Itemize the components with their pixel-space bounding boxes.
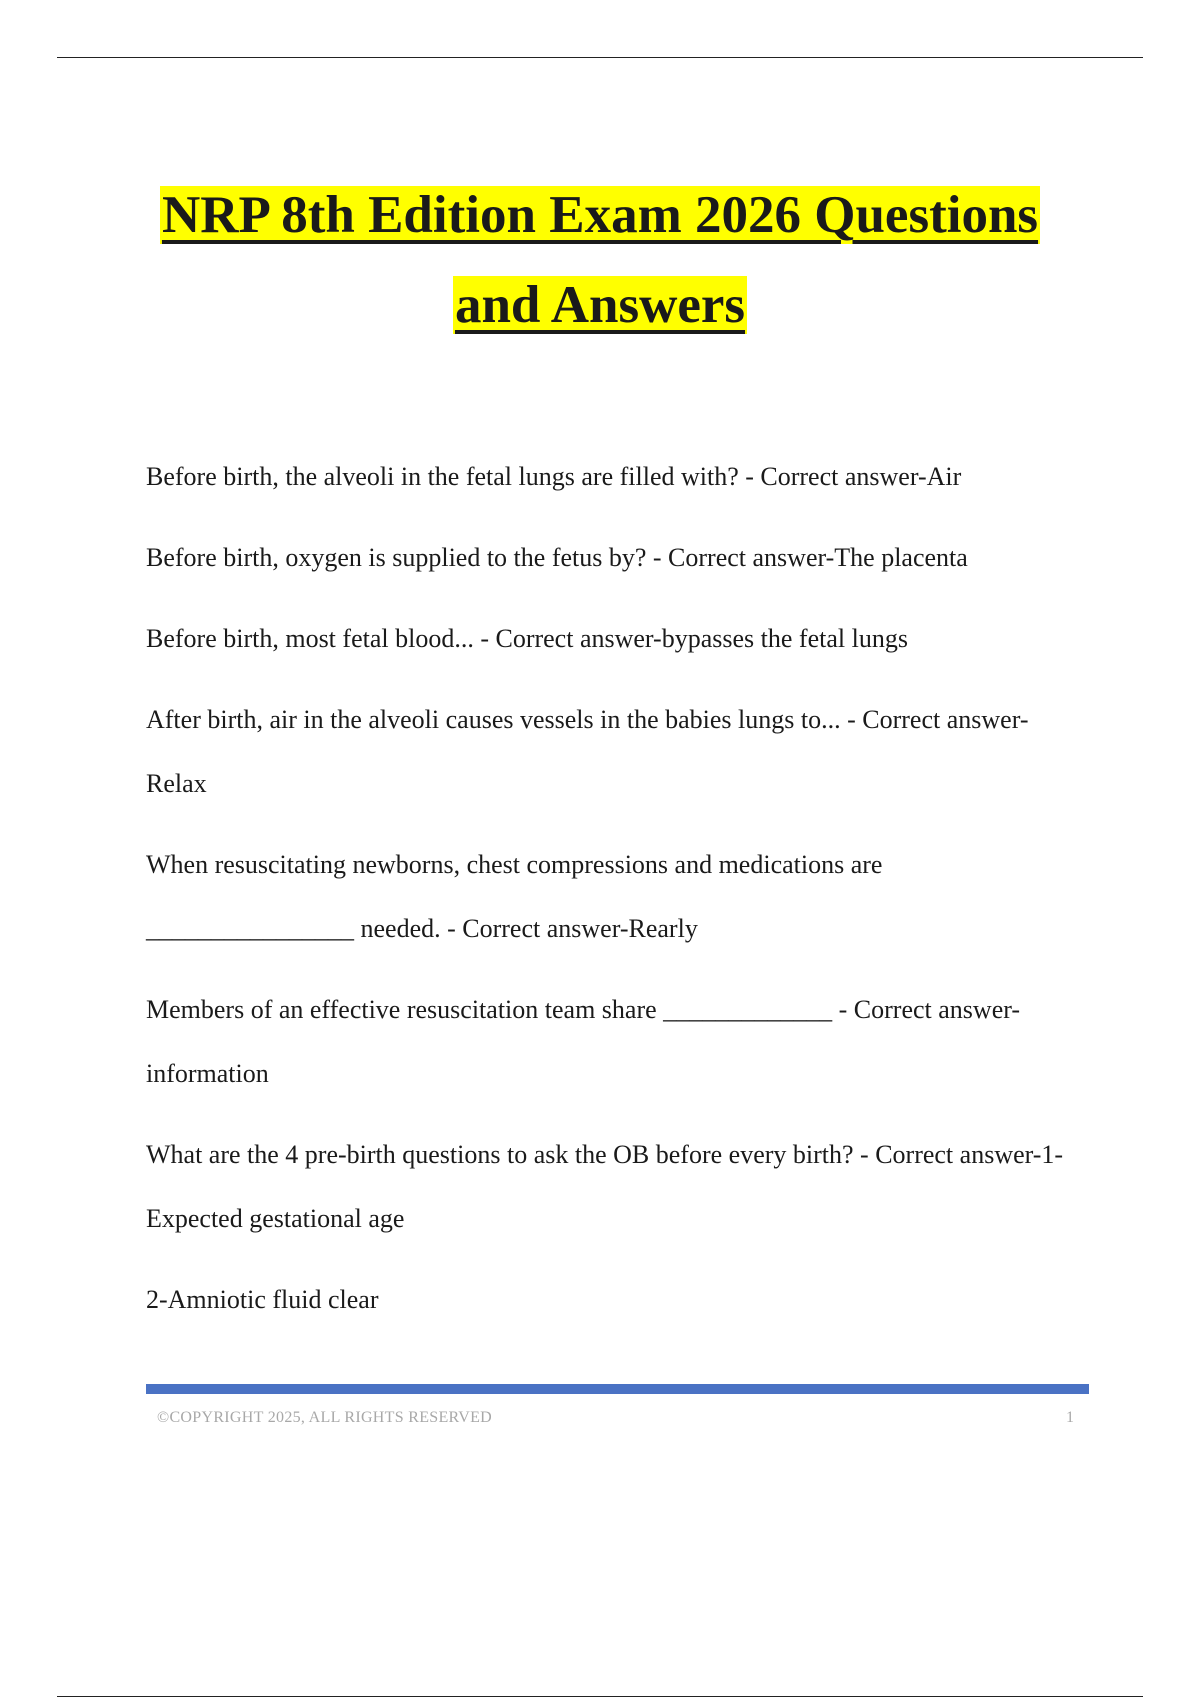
qa-item: Before birth, the alveoli in the fetal lungs are filled with? - Correct answer-Air: [146, 462, 962, 491]
qa-item: Before birth, oxygen is supplied to the fetus by? - Correct answer-The placenta: [146, 543, 968, 572]
footer-bar: [146, 1384, 1089, 1394]
qa-item: Before birth, most fetal blood... - Correct answer-bypasses the fetal lungs: [146, 624, 908, 653]
qa-item: What are the 4 pre-birth questions to ask the OB before every birth? - Correct answer-1- Expected gestational age: [146, 1140, 1064, 1233]
qa-item: 2-Amniotic fluid clear: [146, 1285, 379, 1314]
page-number: 1: [1066, 1409, 1074, 1426]
qa-item: When resuscitating newborns, chest compressions and medications are ________________ needed. - Correct answer-Rearly: [146, 850, 883, 943]
title-line-1: NRP 8th Edition Exam 2026 Questions: [161, 186, 1039, 244]
bottom-rule: [57, 1696, 1143, 1697]
document-title: [0, 170, 1200, 350]
footer-copyright: ©COPYRIGHT 2025, ALL RIGHTS RESERVED: [157, 1409, 493, 1426]
qa-item: After birth, air in the alveoli causes vessels in the babies lungs to... - Correct answer-Relax: [146, 705, 1029, 798]
top-rule: [57, 57, 1143, 58]
title-line-2: and Answers: [454, 276, 746, 334]
qa-item: Members of an effective resuscitation team share _____________ - Correct answer-information: [146, 995, 1021, 1088]
qa-list: [146, 445, 1066, 1349]
